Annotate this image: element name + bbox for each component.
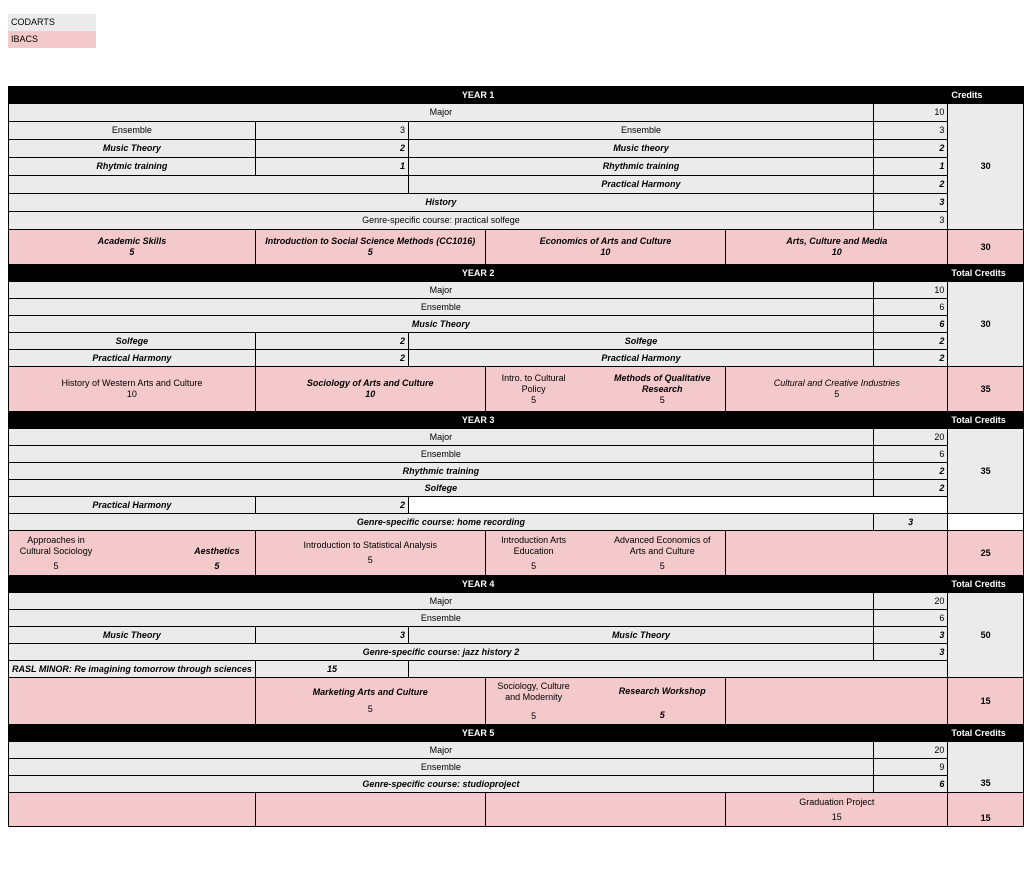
y1-practical-harmony-credits: 2 <box>873 176 948 194</box>
study-plan-table <box>8 86 1024 827</box>
y4-ibacs-total: 15 <box>948 678 1024 725</box>
y3-rhythmic-training: Rhythmic training <box>9 463 874 480</box>
y3-major: Major <box>9 429 874 446</box>
year3-header-row <box>9 412 1024 429</box>
y4-genre-course: Genre-specific course: jazz history 2 <box>9 644 874 661</box>
y1-ibacs-total: 30 <box>948 230 1024 265</box>
y3-ensemble-credits: 6 <box>873 446 948 463</box>
y2-solfege-b: Solfege <box>409 333 874 350</box>
y2-solfege-a-credits: 2 <box>255 333 408 350</box>
y1-practical-harmony: Practical Harmony <box>409 176 874 194</box>
y2-ibacs-creative-industries: Cultural and Creative Industries 5 <box>726 367 948 412</box>
y2-ibacs-total: 35 <box>948 367 1024 412</box>
y1-ibacs-course-4: Arts, Culture and Media 10 <box>726 230 948 265</box>
y4-rasl-minor-credits: 15 <box>255 661 408 678</box>
y1-rhythmic-b: Rhythmic training <box>409 158 874 176</box>
y3-major-credits: 20 <box>873 429 948 446</box>
year3-credits-label: Total Credits <box>948 412 1024 429</box>
y2-practical-harmony-a: Practical Harmony <box>9 350 256 367</box>
y5-ibacs-empty-1 <box>9 793 256 827</box>
y2-codarts-total: 30 <box>948 282 1024 367</box>
y1-genre-course: Genre-specific course: practical solfege <box>9 212 874 230</box>
y4-ibacs-sociology-research: Sociology, Culture and Modernity 5 Research Workshop 5 <box>485 678 726 725</box>
y2-ibacs-policy-methods: Intro. to Cultural Policy 5 Methods of Qualitative Research 5 <box>485 367 726 412</box>
y1-codarts-total: 30 <box>948 104 1024 230</box>
y3-practical-harmony-credits: 2 <box>255 497 408 514</box>
y2-major: Major <box>9 282 874 299</box>
y3-ibacs-cultural-sociology-aesthetics: Approaches in Cultural Sociology 5 Aesthetics 5 <box>9 531 256 576</box>
y2-ibacs-sociology-arts: Sociology of Arts and Culture 10 <box>255 367 485 412</box>
year5-credits-label: Total Credits <box>948 725 1024 742</box>
y5-ensemble-credits: 9 <box>873 759 948 776</box>
y1-history: History <box>9 194 874 212</box>
y3-ibacs-statistical-analysis: Introduction to Statistical Analysis 5 <box>255 531 485 576</box>
y5-ibacs-total: 15 <box>948 793 1024 827</box>
y3-ibacs-empty <box>726 531 948 576</box>
year1-credits-label: Credits <box>948 87 1024 104</box>
y4-major: Major <box>9 593 874 610</box>
y4-music-theory-b-credits: 3 <box>873 627 948 644</box>
y1-major-credits: 10 <box>873 104 948 122</box>
y3-ensemble: Ensemble <box>9 446 874 463</box>
year4-title: YEAR 4 <box>9 576 948 593</box>
year2-header-row <box>9 265 1024 282</box>
y2-practical-harmony-b: Practical Harmony <box>409 350 874 367</box>
year4-header-row <box>9 576 1024 593</box>
y3-solfege-credits: 2 <box>873 480 948 497</box>
y1-rhythmic-a: Rhytmic training <box>9 158 256 176</box>
y4-genre-course-credits: 3 <box>873 644 948 661</box>
year1-title: YEAR 1 <box>9 87 948 104</box>
y5-codarts-total: 35 <box>948 742 1024 793</box>
y2-music-theory: Music Theory <box>9 316 874 333</box>
year3-title: YEAR 3 <box>9 412 948 429</box>
y3-blank-cell <box>409 497 948 514</box>
y2-ensemble: Ensemble <box>9 299 874 316</box>
y4-codarts-total: 50 <box>948 593 1024 678</box>
y1-ibacs-course-2: Introduction to Social Science Methods (CC1016) 5 <box>255 230 485 265</box>
y1-history-credits: 3 <box>873 194 948 212</box>
year2-title: YEAR 2 <box>9 265 948 282</box>
y5-major: Major <box>9 742 874 759</box>
y1-music-theory-b: Music theory <box>409 140 874 158</box>
y4-music-theory-b: Music Theory <box>409 627 874 644</box>
y4-blank-cell <box>409 661 948 678</box>
y5-ibacs-empty-3 <box>485 793 726 827</box>
y4-music-theory-a: Music Theory <box>9 627 256 644</box>
y5-major-credits: 20 <box>873 742 948 759</box>
y1-rhythmic-b-credits: 1 <box>873 158 948 176</box>
legend-codarts: CODARTS <box>8 14 96 31</box>
y2-ensemble-credits: 6 <box>873 299 948 316</box>
legend-ibacs: IBACS <box>8 31 96 48</box>
y1-major: Major <box>9 104 874 122</box>
y4-major-credits: 20 <box>873 593 948 610</box>
y5-ibacs-graduation-project: Graduation Project 15 <box>726 793 948 827</box>
y2-solfege-b-credits: 2 <box>873 333 948 350</box>
y1-ensemble-a: Ensemble <box>9 122 256 140</box>
year1-header-row <box>9 87 1024 104</box>
year5-title: YEAR 5 <box>9 725 948 742</box>
year5-header-row <box>9 725 1024 742</box>
y1-music-theory-a: Music Theory <box>9 140 256 158</box>
y5-ensemble: Ensemble <box>9 759 874 776</box>
year2-credits-label: Total Credits <box>948 265 1024 282</box>
y1-ensemble-a-credits: 3 <box>255 122 408 140</box>
y5-ibacs-empty-2 <box>255 793 485 827</box>
y1-ibacs-course-3: Economics of Arts and Culture 10 <box>485 230 726 265</box>
y3-genre-course-credits: 3 <box>873 514 948 531</box>
y4-music-theory-a-credits: 3 <box>255 627 408 644</box>
y3-ibacs-total: 25 <box>948 531 1024 576</box>
y3-blank-credit <box>948 514 1024 531</box>
y1-rhythmic-a-credits: 1 <box>255 158 408 176</box>
y2-ibacs-history-western-arts: History of Western Arts and Culture 10 <box>9 367 256 412</box>
y2-practical-harmony-a-credits: 2 <box>255 350 408 367</box>
y4-ibacs-empty-2 <box>726 678 948 725</box>
y1-music-theory-a-credits: 2 <box>255 140 408 158</box>
y3-solfege: Solfege <box>9 480 874 497</box>
y1-ensemble-b: Ensemble <box>409 122 874 140</box>
y4-ibacs-empty-1 <box>9 678 256 725</box>
year4-credits-label: Total Credits <box>948 576 1024 593</box>
y3-practical-harmony: Practical Harmony <box>9 497 256 514</box>
y4-ensemble-credits: 6 <box>873 610 948 627</box>
y1-music-theory-b-credits: 2 <box>873 140 948 158</box>
y1-empty-cell <box>9 176 409 194</box>
y2-major-credits: 10 <box>873 282 948 299</box>
y2-practical-harmony-b-credits: 2 <box>873 350 948 367</box>
y1-genre-course-credits: 3 <box>873 212 948 230</box>
y3-codarts-total: 35 <box>948 429 1024 514</box>
y1-ibacs-course-1: Academic Skills 5 <box>9 230 256 265</box>
y4-ibacs-marketing: Marketing Arts and Culture 5 <box>255 678 485 725</box>
y2-solfege-a: Solfege <box>9 333 256 350</box>
y1-ensemble-b-credits: 3 <box>873 122 948 140</box>
y3-genre-course: Genre-specific course: home recording <box>9 514 874 531</box>
y4-rasl-minor: RASL MINOR: Re imagining tomorrow through sciences <box>9 661 256 678</box>
y3-rhythmic-training-credits: 2 <box>873 463 948 480</box>
y4-ensemble: Ensemble <box>9 610 874 627</box>
y5-genre-course: Genre-specific course: studioproject <box>9 776 874 793</box>
y2-music-theory-credits: 6 <box>873 316 948 333</box>
y3-ibacs-arts-education-economics: Introduction Arts Education 5 Advanced Economics of Arts and Culture 5 <box>485 531 726 576</box>
y5-genre-course-credits: 6 <box>873 776 948 793</box>
